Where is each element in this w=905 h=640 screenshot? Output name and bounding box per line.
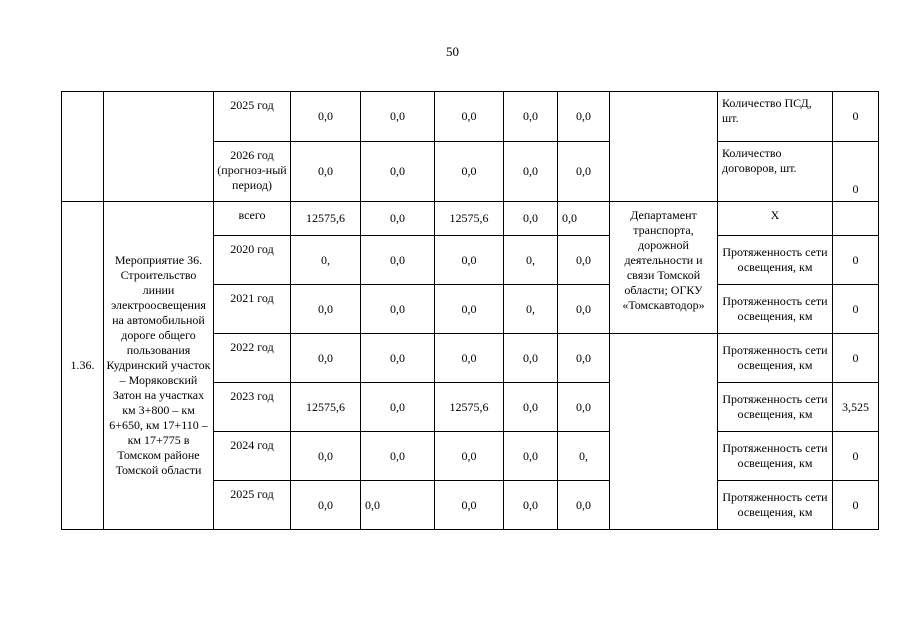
indicator-value-cell: 0 <box>833 285 879 334</box>
value-cell: 0,0 <box>361 481 435 530</box>
value-cell: 0,0 <box>504 142 558 202</box>
value-cell: 12575,6 <box>435 383 504 432</box>
indicator-name-cell: Протяженность сети освещения, км <box>718 432 833 481</box>
indicator-value-cell: 0 <box>833 92 879 142</box>
year-cell: всего <box>214 202 291 236</box>
empty-name-cell <box>104 92 214 202</box>
event-name: Мероприятие 36. Строительство линии электроосвещения на автомобильной дороге общего пользования Кудринский участок – Моряковский Затон на участках км 3+800 – км 6+650, км 17+110 – км 17+775 в Томском районе Томской области <box>104 202 214 530</box>
value-cell: 0,0 <box>361 285 435 334</box>
year-cell: 2024 год <box>214 432 291 481</box>
value-cell: 0,0 <box>361 202 435 236</box>
indicator-value-cell: 0 <box>833 236 879 285</box>
value-cell: 0,0 <box>558 92 610 142</box>
indicator-name-cell: Протяженность сети освещения, км <box>718 383 833 432</box>
value-cell: 0,0 <box>435 92 504 142</box>
year-cell: 2025 год <box>214 481 291 530</box>
indicator-name-cell: Х <box>718 202 833 236</box>
value-cell: 0,0 <box>558 202 610 236</box>
value-cell: 0,0 <box>558 383 610 432</box>
value-cell: 0,0 <box>558 334 610 383</box>
value-cell: 0,0 <box>435 432 504 481</box>
value-cell: 0,0 <box>435 236 504 285</box>
value-cell: 0,0 <box>291 142 361 202</box>
page-number: 50 <box>446 44 459 59</box>
year-cell: 2026 год (прогноз-ный период) <box>214 142 291 202</box>
value-cell: 0,0 <box>291 481 361 530</box>
empty-executor-cell <box>610 334 718 530</box>
value-cell: 0,0 <box>361 432 435 481</box>
value-cell: 0,0 <box>504 334 558 383</box>
year-cell: 2021 год <box>214 285 291 334</box>
value-cell: 0,0 <box>558 285 610 334</box>
indicator-name-cell: Количество ПСД, шт. <box>718 92 833 142</box>
value-cell: 0,0 <box>361 334 435 383</box>
year-cell: 2023 год <box>214 383 291 432</box>
value-cell: 0,0 <box>558 142 610 202</box>
value-cell: 0,0 <box>291 334 361 383</box>
indicator-name-cell: Протяженность сети освещения, км <box>718 236 833 285</box>
indicator-value-cell: 3,525 <box>833 383 879 432</box>
indicator-name-cell: Протяженность сети освещения, км <box>718 481 833 530</box>
table-row <box>62 92 879 142</box>
empty-executor-cell <box>610 92 718 202</box>
event-executor: Департамент транспорта, дорожной деятельности и связи Томской области; ОГКУ «Томскавтодор» <box>610 202 718 334</box>
value-cell: 12575,6 <box>291 383 361 432</box>
empty-number-cell <box>62 92 104 202</box>
value-cell: 0,0 <box>291 92 361 142</box>
value-cell: 0,0 <box>558 481 610 530</box>
year-cell: 2025 год <box>214 92 291 142</box>
indicator-value-cell: 0 <box>833 334 879 383</box>
value-cell: 0,0 <box>435 285 504 334</box>
value-cell: 0,0 <box>361 92 435 142</box>
program-table <box>61 91 879 530</box>
value-cell: 0,0 <box>435 142 504 202</box>
value-cell: 0,0 <box>504 92 558 142</box>
value-cell: 0,0 <box>435 334 504 383</box>
year-cell: 2022 год <box>214 334 291 383</box>
value-cell: 0, <box>558 432 610 481</box>
value-cell: 0,0 <box>291 285 361 334</box>
indicator-name-cell: Количество договоров, шт. <box>718 142 833 202</box>
indicator-value-cell: 0 <box>833 481 879 530</box>
indicator-value-cell: 0 <box>833 432 879 481</box>
value-cell: 0,0 <box>291 432 361 481</box>
value-cell: 0,0 <box>558 236 610 285</box>
value-cell: 12575,6 <box>291 202 361 236</box>
value-cell: 0,0 <box>435 481 504 530</box>
year-cell: 2020 год <box>214 236 291 285</box>
value-cell: 0,0 <box>504 481 558 530</box>
value-cell: 0, <box>504 285 558 334</box>
value-cell: 12575,6 <box>435 202 504 236</box>
event-number: 1.36. <box>62 202 104 530</box>
indicator-name-cell: Протяженность сети освещения, км <box>718 334 833 383</box>
value-cell: 0, <box>291 236 361 285</box>
value-cell: 0,0 <box>504 432 558 481</box>
value-cell: 0,0 <box>361 383 435 432</box>
value-cell: 0,0 <box>361 236 435 285</box>
value-cell: 0, <box>504 236 558 285</box>
value-cell: 0,0 <box>504 202 558 236</box>
table-row <box>62 202 879 236</box>
indicator-value-cell <box>833 202 879 236</box>
indicator-name-cell: Протяженность сети освещения, км <box>718 285 833 334</box>
value-cell: 0,0 <box>504 383 558 432</box>
value-cell: 0,0 <box>361 142 435 202</box>
indicator-value-cell: 0 <box>833 142 879 202</box>
